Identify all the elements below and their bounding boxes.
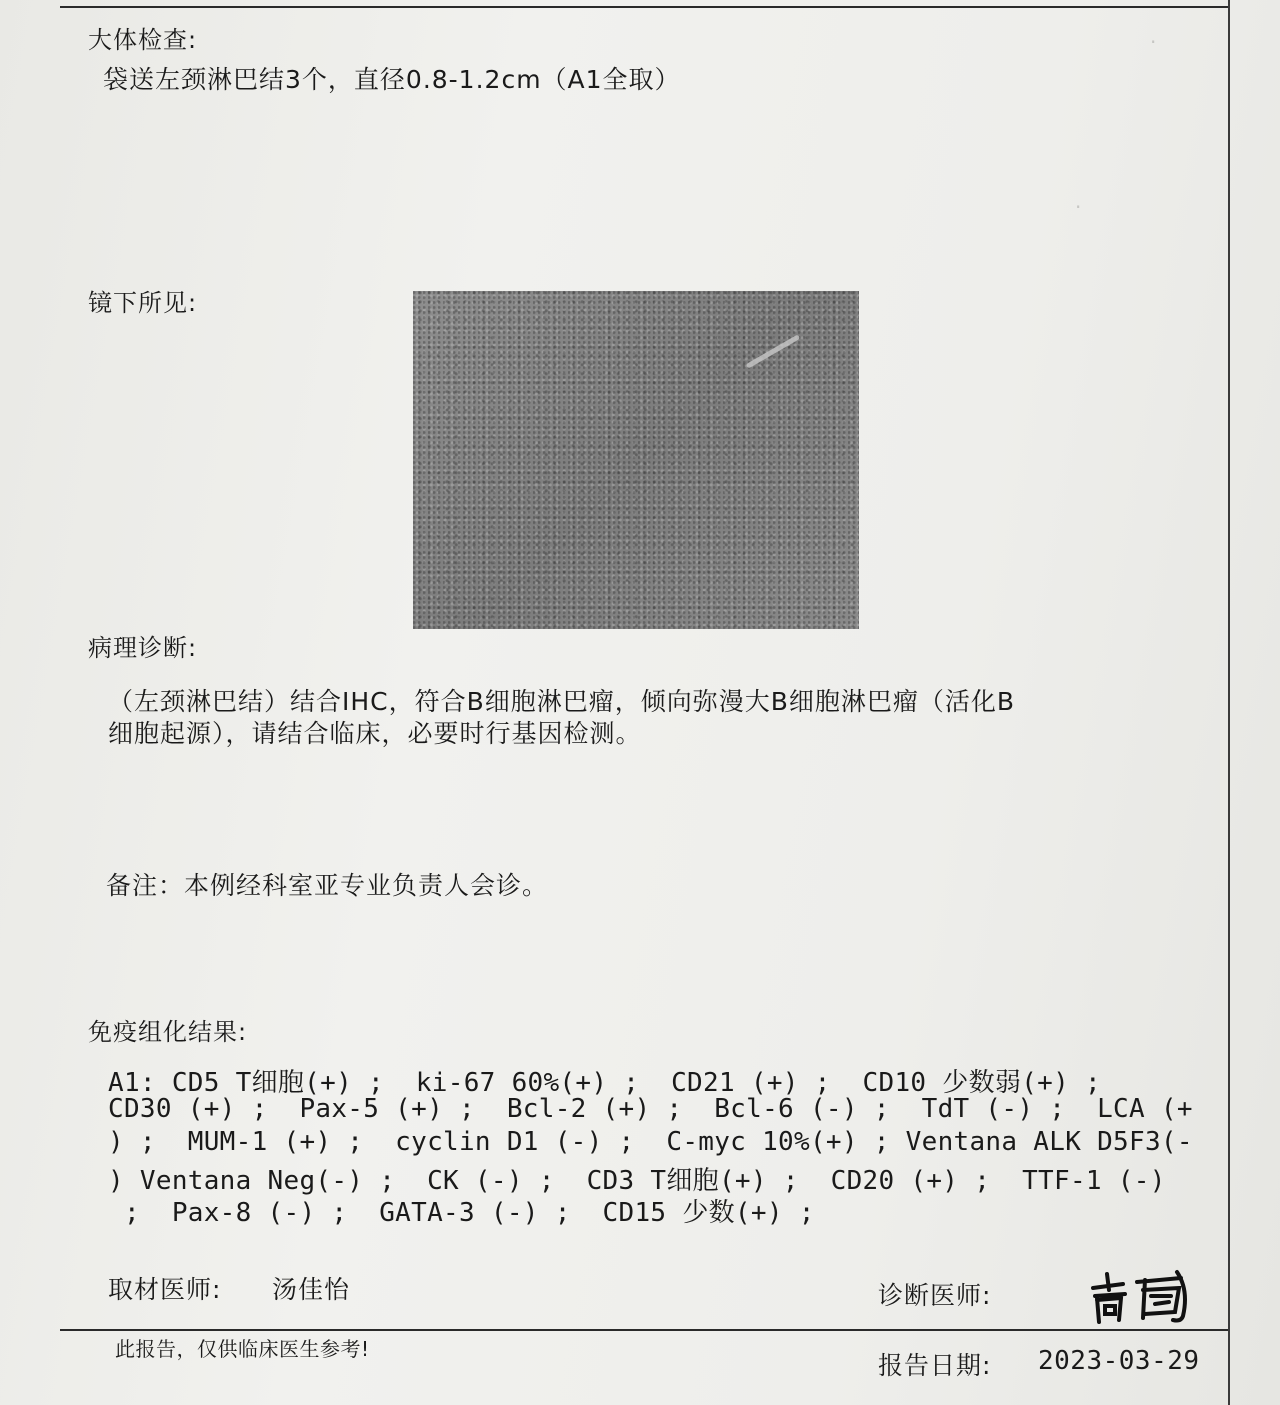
bleed-mark: ·	[1150, 30, 1157, 54]
microscopy-image	[413, 291, 859, 629]
ihc-result-line: ; Pax-8 (-) ; GATA-3 (-) ; CD15 少数(+) ;	[108, 1198, 815, 1228]
sampling-doctor-name: 汤佳怡	[272, 1275, 351, 1304]
ihc-result-line: ) Ventana Neg(-) ; CK (-) ; CD3 T细胞(+) ; CD20 (+) ; TTF-1 (-)	[108, 1166, 1166, 1196]
bottom-divider	[60, 1329, 1228, 1331]
diagnosis-line-2: 细胞起源），请结合临床，必要时行基因检测。	[108, 719, 642, 748]
bleed-mark: ·	[1075, 195, 1082, 219]
diagnosis-line-1: （左颈淋巴结）结合IHC，符合B细胞淋巴瘤，倾向弥漫大B细胞淋巴瘤（活化B	[108, 687, 1016, 716]
gross-exam-text: 袋送左颈淋巴结3个，直径0.8-1.2cm（A1全取）	[103, 65, 681, 94]
right-border	[1228, 0, 1230, 1405]
diagnosis-doctor-label: 诊断医师:	[878, 1281, 992, 1310]
remark-text: 备注：本例经科室亚专业负责人会诊。	[106, 871, 549, 900]
diagnosis-label: 病理诊断:	[88, 634, 198, 662]
report-date-label: 报告日期:	[878, 1351, 992, 1380]
ihc-label: 免疫组化结果:	[88, 1018, 248, 1046]
tissue-streak	[746, 334, 800, 368]
ihc-result-line: ) ; MUM-1 (+) ; cyclin D1 (-) ; C-myc 10%(+) ; Ventana ALK D5F3(-	[108, 1127, 1193, 1157]
sampling-doctor-label: 取材医师:	[108, 1275, 222, 1304]
disclaimer-text: 此报告，仅供临床医生参考!	[115, 1337, 370, 1361]
ihc-result-line: CD30 (+) ; Pax-5 (+) ; Bcl-2 (+) ; Bcl-6 (-) ; TdT (-) ; LCA (+	[108, 1094, 1193, 1124]
ihc-result-line: A1: CD5 T细胞(+) ; ki-67 60%(+) ; CD21 (+) ; CD10 少数弱(+) ;	[108, 1068, 1101, 1098]
microscopy-label: 镜下所见:	[88, 289, 198, 317]
gross-exam-label: 大体检查:	[88, 26, 198, 54]
doctor-signature	[1085, 1260, 1195, 1330]
report-date-value: 2023-03-29	[1038, 1346, 1200, 1376]
top-divider	[60, 6, 1230, 8]
